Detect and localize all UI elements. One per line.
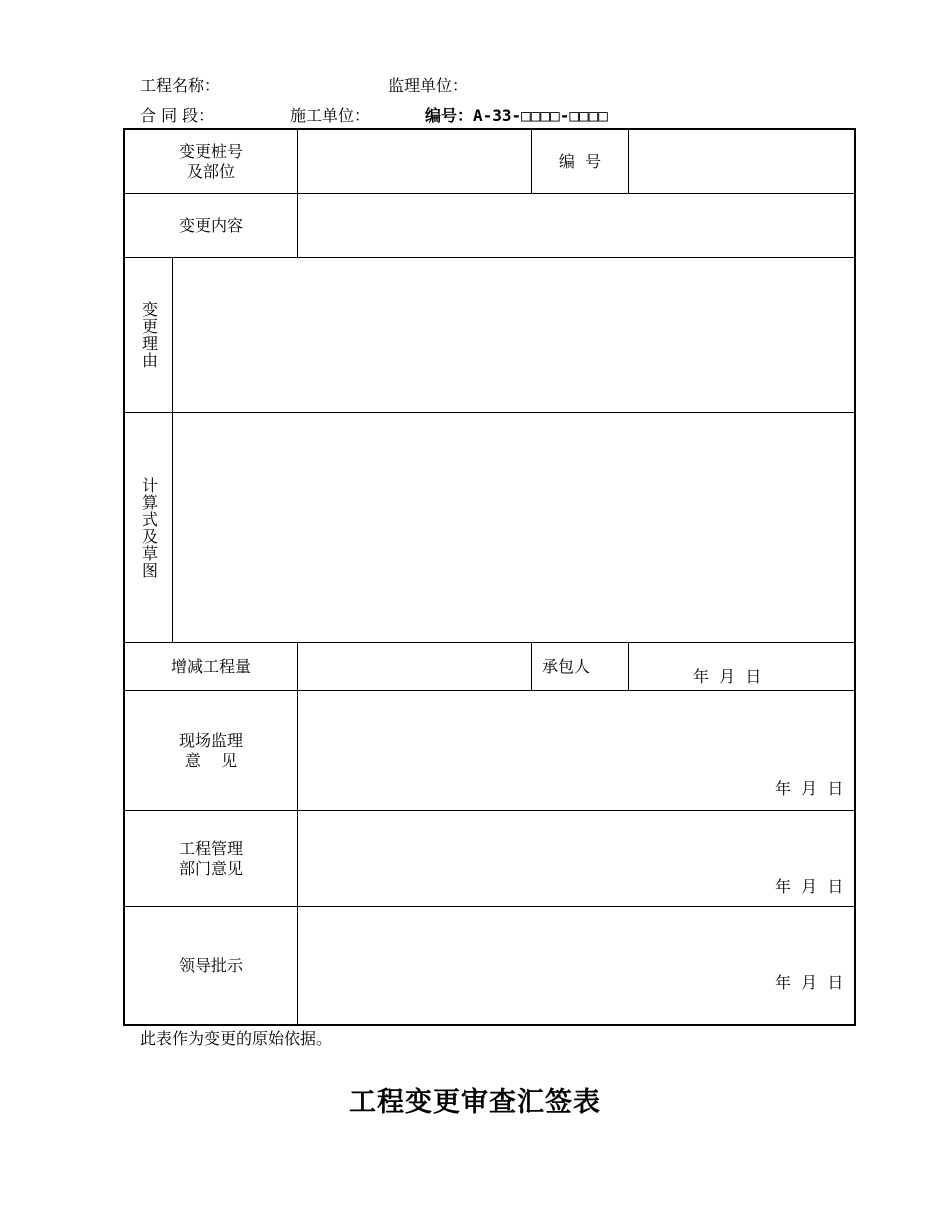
change-reason-label <box>125 258 172 412</box>
site-supervision-date: 年 月 日 <box>775 779 844 798</box>
change-reason-text: 变更理由 <box>139 301 159 369</box>
form-title: 工程变更审查汇签表 <box>349 1087 601 1118</box>
calculation-label <box>125 413 172 642</box>
footer-note: 此表作为变更的原始依据。 <box>140 1029 333 1048</box>
supervisor-unit-label: 监理单位： <box>388 76 469 95</box>
quantity-field[interactable] <box>298 643 531 690</box>
contract-section-label: 合 同 段： <box>140 106 215 125</box>
engineering-dept-field[interactable] <box>298 811 854 906</box>
contractor-unit-label: 施工单位： <box>290 106 371 125</box>
site-supervision-label: 现场监理 意 见 <box>178 730 243 770</box>
leader-label: 领导批示 <box>178 955 243 975</box>
document-number-text: 编号：A-33-□□□□-□□□□ <box>425 106 608 125</box>
number-field[interactable] <box>629 130 854 193</box>
site-supervision-field[interactable] <box>298 691 854 810</box>
calculation-text: 计算式及草图 <box>139 476 159 579</box>
change-reason-field[interactable] <box>173 258 854 412</box>
change-content-field[interactable] <box>298 194 854 257</box>
calculation-field[interactable] <box>173 413 854 642</box>
quantity-label: 增减工程量 <box>170 656 251 676</box>
leader-field[interactable] <box>298 907 854 1024</box>
change-review-form <box>123 128 856 1026</box>
contractor-label: 承包人 <box>542 656 591 676</box>
project-name-label: 工程名称： <box>140 76 221 95</box>
leader-date: 年 月 日 <box>775 973 844 992</box>
engineering-dept-label: 工程管理 部门意见 <box>178 838 243 878</box>
pile-location-label: 变更桩号 及部位 <box>178 141 243 181</box>
engineering-dept-date: 年 月 日 <box>775 877 844 896</box>
contractor-date: 年 月 日 <box>693 667 762 686</box>
number-label: 编 号 <box>558 151 602 171</box>
change-content-label: 变更内容 <box>178 215 243 235</box>
column-divider <box>628 642 629 691</box>
pile-location-field[interactable] <box>298 130 531 193</box>
document-number-label <box>425 106 608 126</box>
